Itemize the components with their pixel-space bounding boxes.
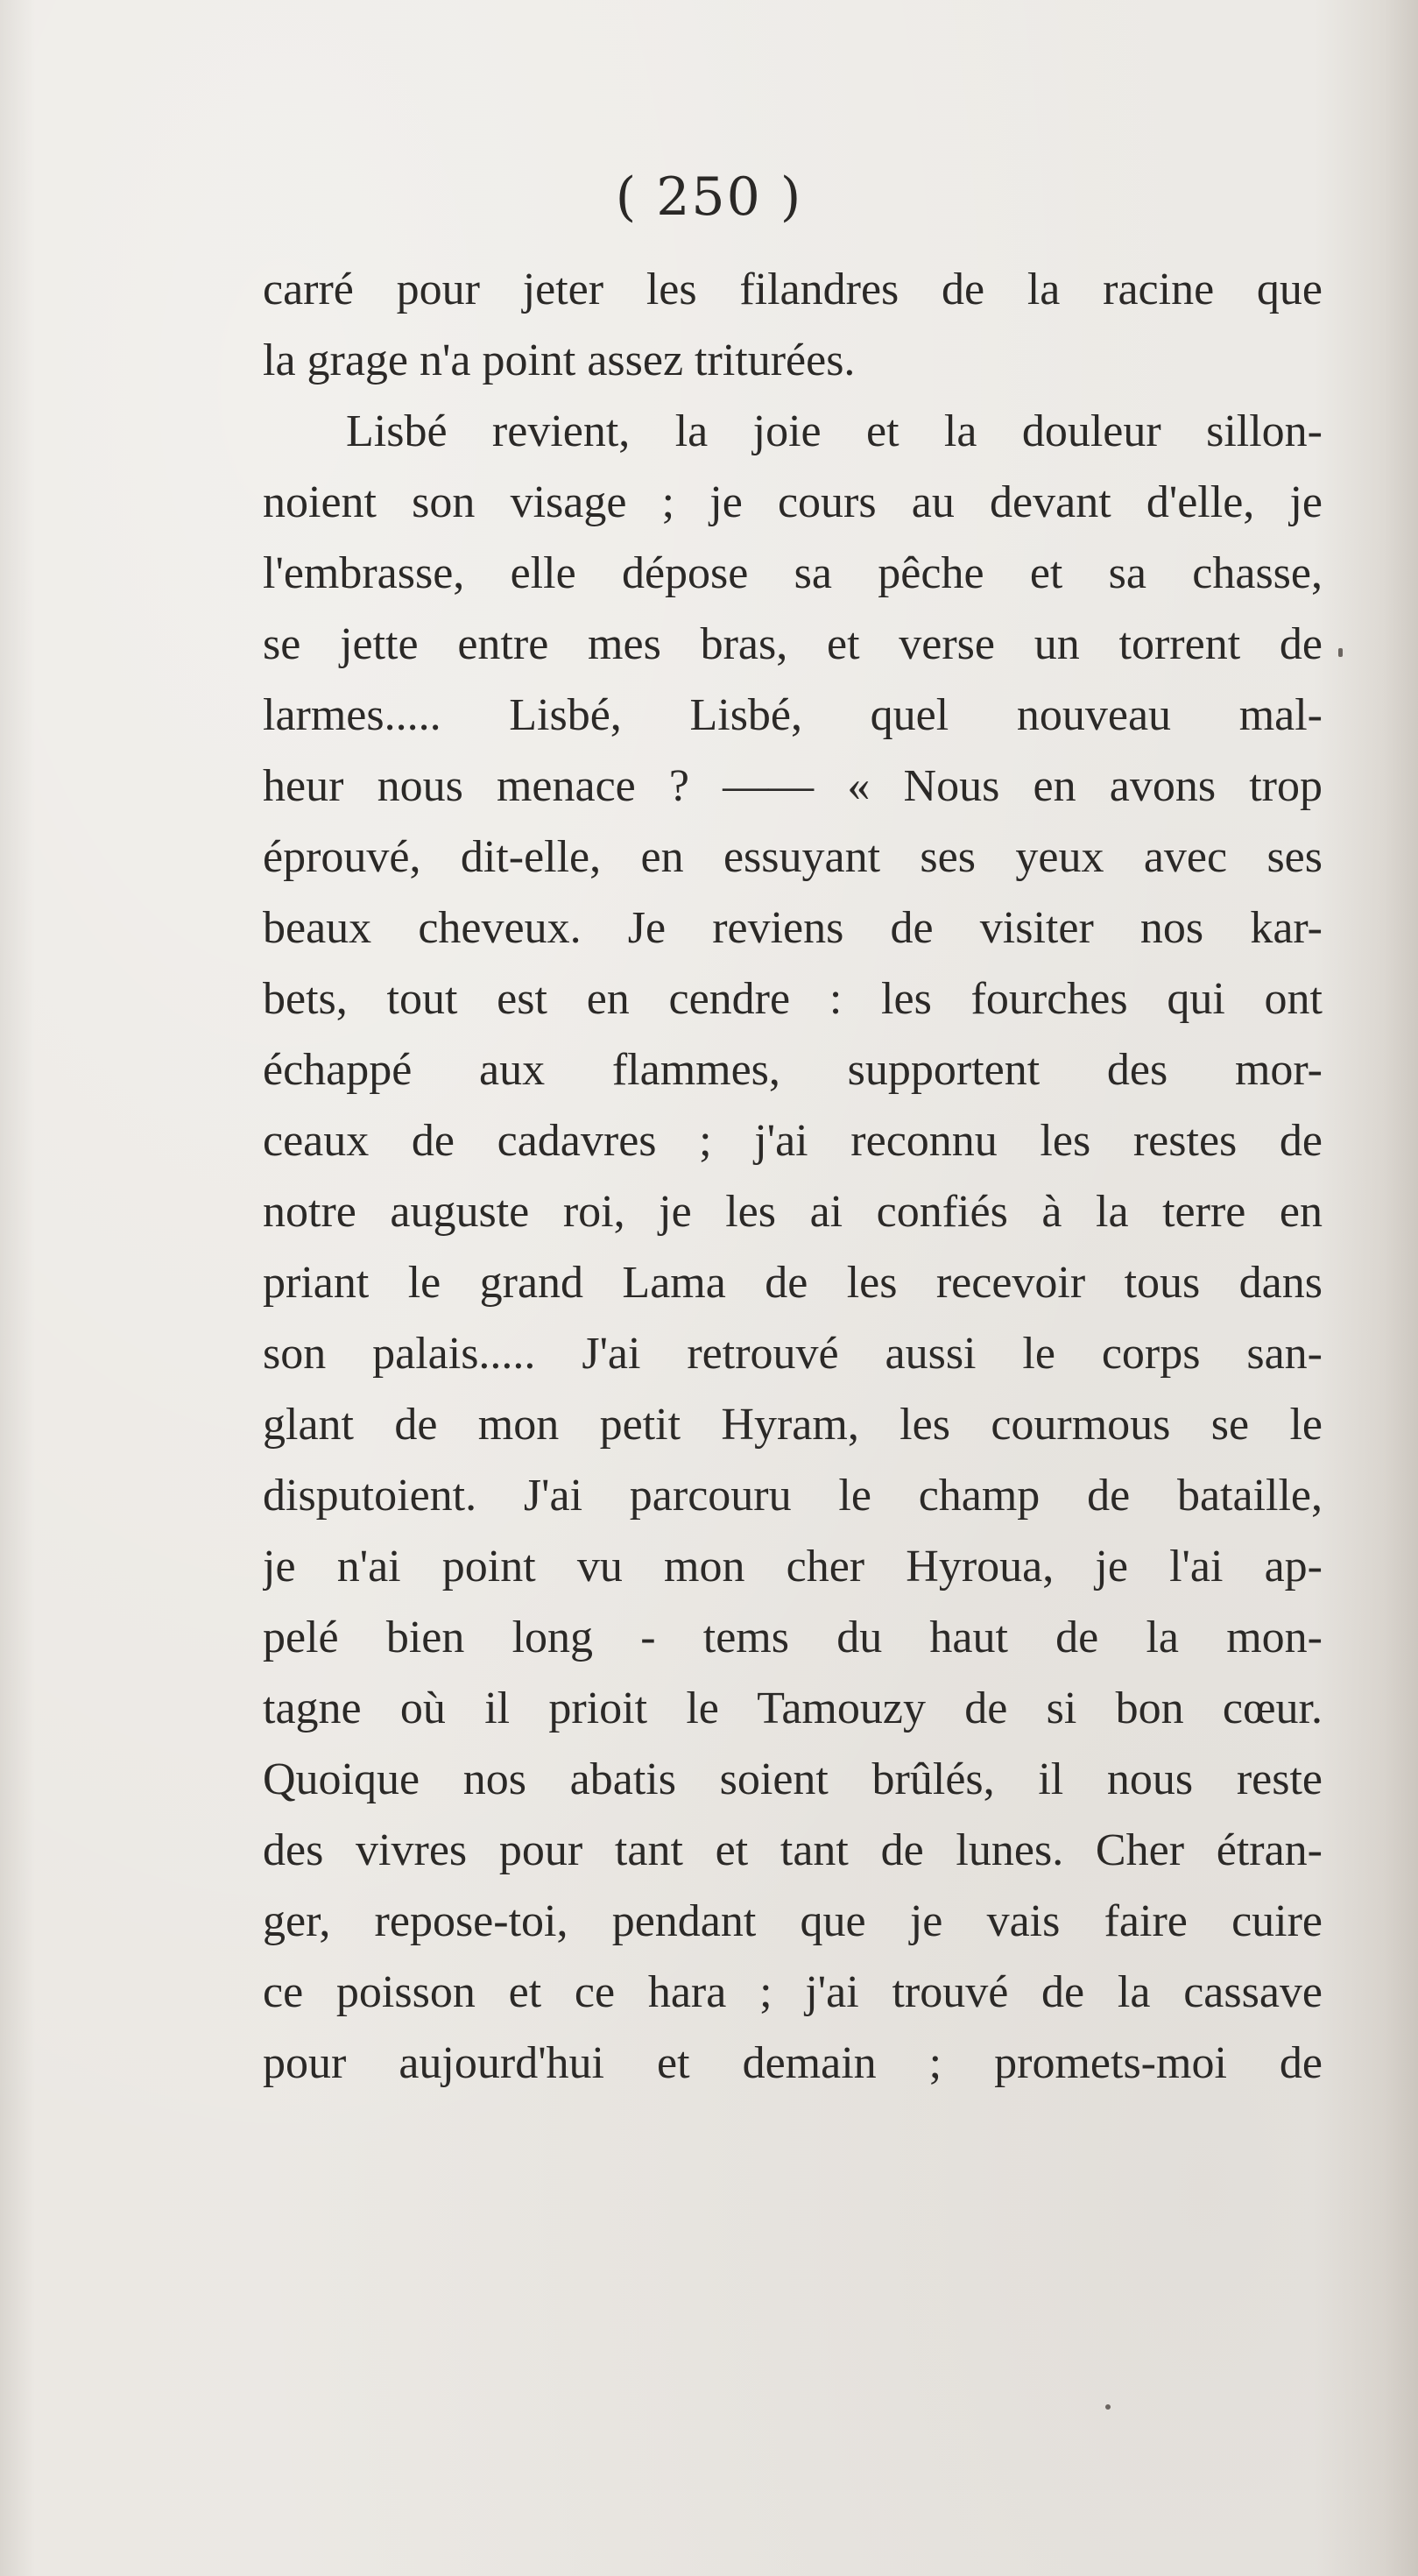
text-line: Lisbé revient, la joie et la douleur sillon- xyxy=(346,406,1323,456)
text-line: noient son visage ; je cours au devant d'elle, je xyxy=(263,477,1323,527)
text-line: pour aujourd'hui et demain ; promets-moi de xyxy=(263,2038,1323,2088)
text-line: glant de mon petit Hyram, les courmous se le xyxy=(263,1400,1323,1450)
text-line: échappé aux flammes, supportent des mor- xyxy=(263,1045,1323,1095)
text-line: se jette entre mes bras, et verse un torrent de xyxy=(263,619,1323,669)
text-line: ger, repose-toi, pendant que je vais faire cuire xyxy=(263,1896,1323,1946)
paper-speck xyxy=(1338,648,1343,657)
text-line: des vivres pour tant et tant de lunes. Cher étran- xyxy=(263,1825,1323,1875)
text-line: l'embrasse, elle dépose sa pêche et sa chasse, xyxy=(263,548,1323,598)
text-line: priant le grand Lama de les recevoir tous dans xyxy=(263,1258,1323,1308)
text-line: larmes..... Lisbé, Lisbé, quel nouveau mal- xyxy=(263,690,1323,740)
text-line: ce poisson et ce hara ; j'ai trouvé de la cassave xyxy=(263,1967,1323,2017)
text-line: éprouvé, dit-elle, en essuyant ses yeux avec ses xyxy=(263,832,1323,882)
text-line: tagne où il prioit le Tamouzy de si bon cœur. xyxy=(263,1683,1323,1733)
text-line: Quoique nos abatis soient brûlés, il nous reste xyxy=(263,1754,1323,1804)
text-line: heur nous menace ? —— « Nous en avons trop xyxy=(263,761,1323,811)
text-line: je n'ai point vu mon cher Hyroua, je l'ai ap- xyxy=(263,1542,1323,1591)
text-line: notre auguste roi, je les ai confiés à la terre en xyxy=(263,1187,1323,1237)
text-line: son palais..... J'ai retrouvé aussi le corps san- xyxy=(263,1329,1323,1379)
text-line: bets, tout est en cendre : les fourches qui ont xyxy=(263,974,1323,1024)
text-line: carré pour jeter les filandres de la racine que xyxy=(263,265,1323,314)
text-line: ceaux de cadavres ; j'ai reconnu les restes de xyxy=(263,1116,1323,1166)
page-number: ( 250 ) xyxy=(615,166,803,228)
text-line: beaux cheveux. Je reviens de visiter nos kar- xyxy=(263,903,1323,953)
paper-speck xyxy=(1105,2404,1111,2410)
text-line: la grage n'a point assez triturées. xyxy=(263,335,856,385)
body-text xyxy=(263,254,1323,2099)
text-line: pelé bien long - tems du haut de la mon- xyxy=(263,1613,1323,1662)
text-line: disputoient. J'ai parcouru le champ de bataille, xyxy=(263,1471,1323,1521)
